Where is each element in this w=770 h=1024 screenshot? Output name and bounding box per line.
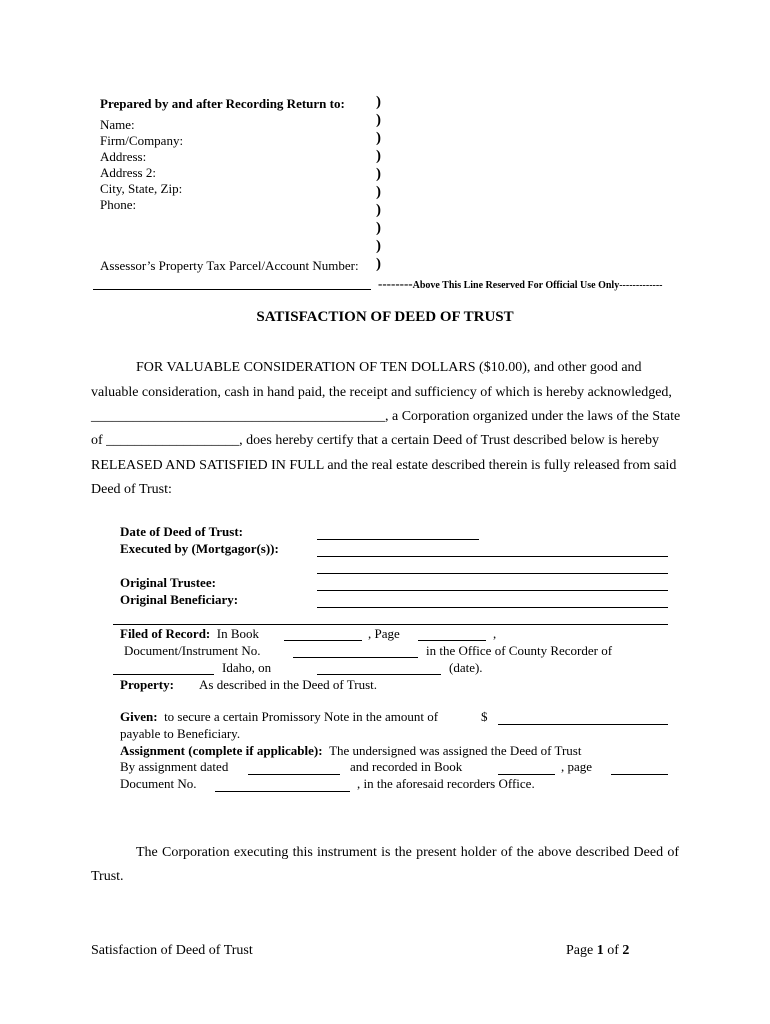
assignment-book-field[interactable] <box>498 774 555 775</box>
county-recorder-label: in the Office of County Recorder of <box>426 643 613 658</box>
page-label: , Page <box>368 626 400 641</box>
body-line-1: FOR VALUABLE CONSIDERATION OF TEN DOLLARS ($10.00), and other good and <box>136 360 642 375</box>
recorded-date-field[interactable] <box>317 674 441 675</box>
prepared-by-heading: Prepared by and after Recording Return to: <box>100 96 345 111</box>
executed-by-field[interactable] <box>317 556 668 557</box>
assignment-page-label: , page <box>561 759 593 774</box>
idaho-on-label: Idaho, on <box>222 660 272 675</box>
given-row: Given: to secure a certain Promissory Note in the amount of <box>120 709 439 724</box>
city-state-zip-label: City, State, Zip: <box>100 181 183 196</box>
firm-label: Firm/Company: <box>100 133 184 148</box>
closing-line-1: The Corporation executing this instrument is the present holder of the above described Deed of <box>136 845 679 860</box>
paren-3: ) <box>376 130 381 146</box>
page-number: Page 1 of 2 <box>566 943 630 958</box>
date-label: (date). <box>449 660 483 675</box>
amount-field[interactable] <box>498 724 668 725</box>
date-of-deed-field[interactable] <box>317 539 479 540</box>
body-line-4: of ___________________, does hereby certify that a certain Deed of Trust described below is hereby <box>91 433 660 448</box>
by-assignment-label: By assignment dated <box>120 759 229 774</box>
paren-5: ) <box>376 166 381 182</box>
executed-by-field-2[interactable] <box>317 573 668 574</box>
name-label: Name: <box>100 117 135 132</box>
filed-of-record-row: Filed of Record: In Book <box>120 626 260 641</box>
address2-label: Address 2: <box>100 165 156 180</box>
reserved-notice: --------Above This Line Reserved For Official Use Only------------- <box>378 276 663 291</box>
body-line-6: Deed of Trust: <box>91 482 172 497</box>
address-label: Address: <box>100 149 147 164</box>
original-beneficiary-label: Original Beneficiary: <box>120 592 239 607</box>
body-line-2: valuable consideration, cash in hand paid, the receipt and sufficiency of which is hereby acknowledged, <box>91 385 672 400</box>
property-label: Property: <box>120 677 174 692</box>
executed-by-label: Executed by (Mortgagor(s)): <box>120 541 279 556</box>
doc-instrument-field[interactable] <box>293 657 418 658</box>
doc-instrument-label: Document/Instrument No. <box>124 643 261 658</box>
body-line-3: __________________________________________, a Corporation organized under the laws of the State <box>91 409 681 424</box>
paren-2: ) <box>376 112 381 128</box>
section-divider <box>113 624 668 625</box>
county-field[interactable] <box>113 674 214 675</box>
original-trustee-label: Original Trustee: <box>120 575 216 590</box>
dollar-sign: $ <box>481 709 488 724</box>
paren-9: ) <box>376 238 381 254</box>
date-of-deed-label: Date of Deed of Trust: <box>120 524 243 539</box>
document-no-label: Document No. <box>120 776 197 791</box>
book-field[interactable] <box>284 640 362 641</box>
paren-6: ) <box>376 184 381 200</box>
original-beneficiary-field[interactable] <box>317 607 668 608</box>
paren-1: ) <box>376 94 381 110</box>
page-field[interactable] <box>418 640 486 641</box>
body-line-5: RELEASED AND SATISFIED IN FULL and the real estate described therein is fully released from said <box>91 458 677 473</box>
paren-7: ) <box>376 202 381 218</box>
assignment-page-field[interactable] <box>611 774 668 775</box>
footer-title: Satisfaction of Deed of Trust <box>91 943 253 958</box>
document-title: SATISFACTION OF DEED OF TRUST <box>256 309 514 325</box>
original-trustee-field[interactable] <box>317 590 668 591</box>
closing-line-2: Trust. <box>91 869 124 884</box>
property-text: As described in the Deed of Trust. <box>199 677 378 692</box>
reserved-underline <box>93 289 371 290</box>
recorded-book-label: and recorded in Book <box>350 759 463 774</box>
document-no-field[interactable] <box>215 791 350 792</box>
paren-4: ) <box>376 148 381 164</box>
parcel-label: Assessor’s Property Tax Parcel/Account Number: <box>100 258 359 273</box>
paren-8: ) <box>376 220 381 236</box>
aforesaid-text: , in the aforesaid recorders Office. <box>357 776 535 791</box>
page-comma: , <box>493 626 497 641</box>
assignment-row: Assignment (complete if applicable): The undersigned was assigned the Deed of Trust <box>120 743 582 758</box>
paren-10: ) <box>376 256 381 272</box>
phone-label: Phone: <box>100 197 137 212</box>
payable-text: payable to Beneficiary. <box>120 726 241 741</box>
assignment-date-field[interactable] <box>248 774 340 775</box>
